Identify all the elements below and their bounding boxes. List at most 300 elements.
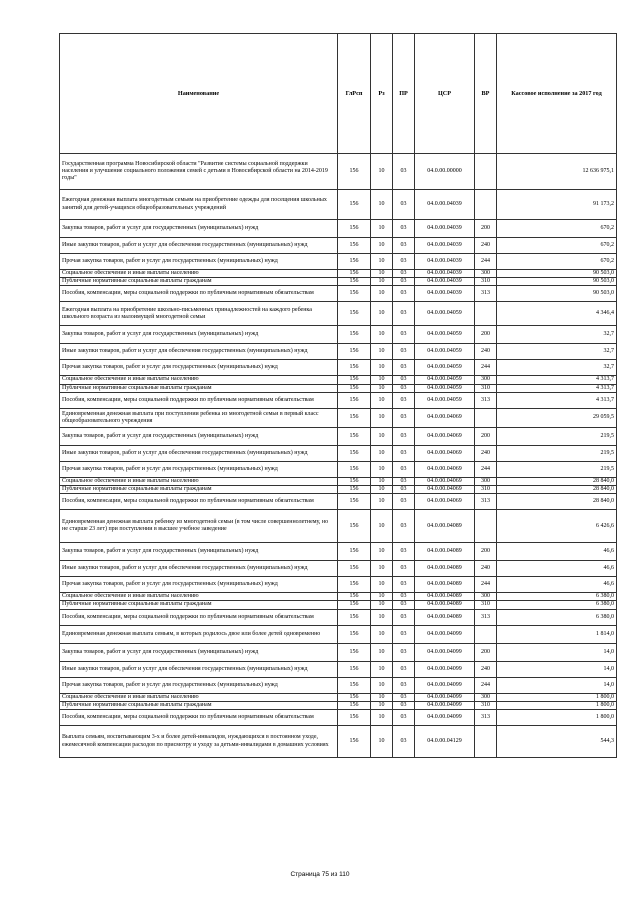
- cell-pr: 03: [393, 408, 415, 427]
- cell-name: Закупка товаров, работ и услуг для государственных (муниципальных) нужд: [60, 220, 338, 238]
- cell-name: Публичные нормативные социальные выплаты гражданам: [60, 601, 338, 609]
- table-row: [60, 710, 617, 726]
- cell-csr: 04.0.00.04089: [415, 593, 475, 601]
- table-row: [60, 661, 617, 677]
- cell-grs: 156: [338, 710, 371, 726]
- cell-csr: 04.0.00.04089: [415, 609, 475, 625]
- cell-sum: 46,6: [497, 543, 617, 561]
- cell-name: Пособия, компенсации, меры социальной поддержки по публичным нормативным обязательствам: [60, 494, 338, 510]
- cell-csr: 04.0.00.04089: [415, 561, 475, 577]
- cell-grs: 156: [338, 254, 371, 270]
- cell-grs: 156: [338, 238, 371, 254]
- cell-rz: 10: [371, 693, 393, 701]
- cell-sum: 1 800,0: [497, 701, 617, 709]
- cell-sum: 29 059,5: [497, 408, 617, 427]
- cell-rz: 10: [371, 376, 393, 384]
- cell-csr: 04.0.00.04039: [415, 270, 475, 278]
- cell-sum: 1 814,0: [497, 625, 617, 643]
- cell-pr: 03: [393, 643, 415, 661]
- cell-csr: 04.0.00.04129: [415, 726, 475, 758]
- cell-csr: 04.0.00.04039: [415, 286, 475, 302]
- cell-pr: 03: [393, 270, 415, 278]
- cell-grs: 156: [338, 726, 371, 758]
- table-row: [60, 494, 617, 510]
- cell-vr: 313: [475, 286, 497, 302]
- table-row: [60, 427, 617, 445]
- cell-csr: 04.0.00.04069: [415, 461, 475, 477]
- header-sum: Кассовое исполнение за 2017 год: [497, 34, 617, 154]
- cell-vr: [475, 625, 497, 643]
- cell-vr: 244: [475, 677, 497, 693]
- cell-vr: [475, 154, 497, 190]
- cell-csr: 04.0.00.04099: [415, 643, 475, 661]
- cell-pr: 03: [393, 384, 415, 392]
- cell-sum: 544,3: [497, 726, 617, 758]
- cell-sum: 1 800,0: [497, 710, 617, 726]
- cell-pr: 03: [393, 561, 415, 577]
- cell-rz: 10: [371, 494, 393, 510]
- cell-csr: 04.0.00.04039: [415, 254, 475, 270]
- cell-vr: 310: [475, 384, 497, 392]
- cell-vr: 300: [475, 477, 497, 485]
- cell-sum: 6 380,0: [497, 609, 617, 625]
- cell-vr: [475, 726, 497, 758]
- cell-name: Единовременная денежная выплата ребенку из многодетной семьи (в том числе совершеннолетнему, но не старше 23 лет) при поступлении в высшее учебное заведение: [60, 510, 338, 543]
- table-row: [60, 477, 617, 485]
- table-row: [60, 270, 617, 278]
- cell-name: Государственная программа Новосибирской области "Развитие системы социальной поддержки населения и улучшение социального положения семей с детьми в Новосибирской области на 2014-2019 годы": [60, 154, 338, 190]
- cell-name: Закупка товаров, работ и услуг для государственных (муниципальных) нужд: [60, 326, 338, 344]
- cell-csr: 04.0.00.04099: [415, 693, 475, 701]
- table-row: [60, 278, 617, 286]
- cell-vr: 244: [475, 461, 497, 477]
- cell-pr: 03: [393, 154, 415, 190]
- cell-rz: 10: [371, 701, 393, 709]
- cell-pr: 03: [393, 477, 415, 485]
- cell-pr: 03: [393, 593, 415, 601]
- cell-csr: 04.0.00.04069: [415, 408, 475, 427]
- cell-csr: 04.0.00.04069: [415, 445, 475, 461]
- cell-vr: 244: [475, 254, 497, 270]
- table-row: [60, 461, 617, 477]
- cell-name: Социальное обеспечение и иные выплаты населению: [60, 270, 338, 278]
- cell-rz: 10: [371, 270, 393, 278]
- cell-vr: 310: [475, 486, 497, 494]
- cell-grs: 156: [338, 190, 371, 220]
- cell-rz: 10: [371, 238, 393, 254]
- cell-name: Иные закупки товаров, работ и услуг для обеспечения государственных (муниципальных) нужд: [60, 445, 338, 461]
- cell-sum: 28 840,0: [497, 494, 617, 510]
- cell-sum: 4 313,7: [497, 384, 617, 392]
- cell-rz: 10: [371, 726, 393, 758]
- cell-rz: 10: [371, 220, 393, 238]
- cell-pr: 03: [393, 326, 415, 344]
- cell-csr: 04.0.00.04059: [415, 392, 475, 408]
- cell-name: Пособия, компенсации, меры социальной поддержки по публичным нормативным обязательствам: [60, 392, 338, 408]
- cell-csr: 04.0.00.04089: [415, 577, 475, 593]
- cell-name: Социальное обеспечение и иные выплаты населению: [60, 477, 338, 485]
- cell-sum: 28 840,0: [497, 486, 617, 494]
- cell-name: Единовременная денежная выплата семьям, в которых родилось двое или более детей одновременно: [60, 625, 338, 643]
- cell-name: Социальное обеспечение и иные выплаты населению: [60, 376, 338, 384]
- table-row: [60, 601, 617, 609]
- cell-pr: 03: [393, 344, 415, 360]
- cell-pr: 03: [393, 625, 415, 643]
- cell-csr: 04.0.00.04089: [415, 601, 475, 609]
- cell-rz: 10: [371, 360, 393, 376]
- table-row: [60, 609, 617, 625]
- cell-csr: 04.0.00.04039: [415, 190, 475, 220]
- cell-rz: 10: [371, 510, 393, 543]
- cell-name: Иные закупки товаров, работ и услуг для обеспечения государственных (муниципальных) нужд: [60, 561, 338, 577]
- cell-sum: 1 800,0: [497, 693, 617, 701]
- table-row: [60, 701, 617, 709]
- cell-sum: 90 503,0: [497, 286, 617, 302]
- cell-grs: 156: [338, 701, 371, 709]
- cell-pr: 03: [393, 238, 415, 254]
- cell-pr: 03: [393, 376, 415, 384]
- cell-grs: 156: [338, 486, 371, 494]
- cell-pr: 03: [393, 486, 415, 494]
- cell-grs: 156: [338, 154, 371, 190]
- cell-csr: 04.0.00.04089: [415, 543, 475, 561]
- table-row: [60, 154, 617, 190]
- cell-vr: 244: [475, 360, 497, 376]
- cell-grs: 156: [338, 384, 371, 392]
- cell-vr: 310: [475, 701, 497, 709]
- cell-csr: 04.0.00.00000: [415, 154, 475, 190]
- table-row: [60, 577, 617, 593]
- cell-vr: 240: [475, 561, 497, 577]
- table-row: [60, 693, 617, 701]
- cell-name: Публичные нормативные социальные выплаты гражданам: [60, 701, 338, 709]
- table-row: [60, 326, 617, 344]
- cell-sum: 670,2: [497, 238, 617, 254]
- cell-grs: 156: [338, 461, 371, 477]
- cell-vr: 200: [475, 326, 497, 344]
- cell-grs: 156: [338, 543, 371, 561]
- cell-rz: 10: [371, 561, 393, 577]
- cell-grs: 156: [338, 494, 371, 510]
- cell-rz: 10: [371, 677, 393, 693]
- table-row: [60, 408, 617, 427]
- cell-rz: 10: [371, 461, 393, 477]
- cell-grs: 156: [338, 561, 371, 577]
- cell-vr: 313: [475, 609, 497, 625]
- table-row: [60, 254, 617, 270]
- cell-rz: 10: [371, 286, 393, 302]
- cell-grs: 156: [338, 408, 371, 427]
- cell-vr: 300: [475, 270, 497, 278]
- cell-rz: 10: [371, 625, 393, 643]
- cell-rz: 10: [371, 643, 393, 661]
- cell-grs: 156: [338, 510, 371, 543]
- cell-name: Пособия, компенсации, меры социальной поддержки по публичным нормативным обязательствам: [60, 609, 338, 625]
- cell-vr: 300: [475, 593, 497, 601]
- cell-name: Иные закупки товаров, работ и услуг для обеспечения государственных (муниципальных) нужд: [60, 238, 338, 254]
- cell-sum: 32,7: [497, 360, 617, 376]
- cell-pr: 03: [393, 461, 415, 477]
- cell-grs: 156: [338, 278, 371, 286]
- cell-rz: 10: [371, 278, 393, 286]
- cell-pr: 03: [393, 286, 415, 302]
- header-csr: ЦСР: [415, 34, 475, 154]
- table-row: [60, 625, 617, 643]
- cell-sum: 6 380,0: [497, 601, 617, 609]
- cell-csr: 04.0.00.04099: [415, 661, 475, 677]
- cell-rz: 10: [371, 661, 393, 677]
- cell-grs: 156: [338, 376, 371, 384]
- cell-sum: 219,5: [497, 461, 617, 477]
- cell-csr: 04.0.00.04059: [415, 360, 475, 376]
- cell-sum: 12 636 975,1: [497, 154, 617, 190]
- table-header-row: [60, 34, 617, 154]
- header-rz: Рз: [371, 34, 393, 154]
- table-row: [60, 543, 617, 561]
- cell-rz: 10: [371, 543, 393, 561]
- cell-name: Ежегодная денежная выплата многодетным семьям на приобретение одежды для посещения школьных занятий для детей-учащихся общеобразовательных учреждений: [60, 190, 338, 220]
- cell-pr: 03: [393, 710, 415, 726]
- cell-name: Прочая закупка товаров, работ и услуг для государственных (муниципальных) нужд: [60, 360, 338, 376]
- cell-name: Закупка товаров, работ и услуг для государственных (муниципальных) нужд: [60, 643, 338, 661]
- cell-vr: 200: [475, 427, 497, 445]
- cell-name: Единовременная денежная выплата при поступлении ребенка из многодетной семьи в первый класс общеобразовательного учреждения: [60, 408, 338, 427]
- cell-csr: 04.0.00.04069: [415, 494, 475, 510]
- cell-grs: 156: [338, 344, 371, 360]
- cell-sum: 670,2: [497, 254, 617, 270]
- cell-grs: 156: [338, 286, 371, 302]
- cell-rz: 10: [371, 601, 393, 609]
- cell-pr: 03: [393, 543, 415, 561]
- table-row: [60, 286, 617, 302]
- cell-grs: 156: [338, 477, 371, 485]
- cell-sum: 91 173,2: [497, 190, 617, 220]
- cell-rz: 10: [371, 254, 393, 270]
- cell-vr: 300: [475, 376, 497, 384]
- cell-pr: 03: [393, 360, 415, 376]
- cell-name: Пособия, компенсации, меры социальной поддержки по публичным нормативным обязательствам: [60, 286, 338, 302]
- cell-vr: 300: [475, 693, 497, 701]
- cell-name: Публичные нормативные социальные выплаты гражданам: [60, 278, 338, 286]
- cell-name: Иные закупки товаров, работ и услуг для обеспечения государственных (муниципальных) нужд: [60, 344, 338, 360]
- cell-grs: 156: [338, 625, 371, 643]
- cell-csr: 04.0.00.04069: [415, 477, 475, 485]
- cell-name: Социальное обеспечение и иные выплаты населению: [60, 693, 338, 701]
- table-row: [60, 220, 617, 238]
- cell-grs: 156: [338, 601, 371, 609]
- cell-name: Прочая закупка товаров, работ и услуг для государственных (муниципальных) нужд: [60, 461, 338, 477]
- cell-rz: 10: [371, 408, 393, 427]
- cell-grs: 156: [338, 326, 371, 344]
- cell-sum: 219,5: [497, 427, 617, 445]
- cell-rz: 10: [371, 577, 393, 593]
- cell-name: Прочая закупка товаров, работ и услуг для государственных (муниципальных) нужд: [60, 677, 338, 693]
- table-row: [60, 376, 617, 384]
- cell-rz: 10: [371, 392, 393, 408]
- cell-pr: 03: [393, 577, 415, 593]
- cell-vr: 310: [475, 601, 497, 609]
- table-row: [60, 510, 617, 543]
- cell-rz: 10: [371, 326, 393, 344]
- cell-csr: 04.0.00.04039: [415, 238, 475, 254]
- cell-name: Пособия, компенсации, меры социальной поддержки по публичным нормативным обязательствам: [60, 710, 338, 726]
- header-name: Наименование: [60, 34, 338, 154]
- cell-csr: 04.0.00.04059: [415, 384, 475, 392]
- table-row: [60, 445, 617, 461]
- table-body: [60, 154, 617, 758]
- header-vr: ВР: [475, 34, 497, 154]
- cell-pr: 03: [393, 494, 415, 510]
- cell-rz: 10: [371, 445, 393, 461]
- header-pr: ПР: [393, 34, 415, 154]
- cell-pr: 03: [393, 427, 415, 445]
- cell-grs: 156: [338, 270, 371, 278]
- cell-csr: 04.0.00.04099: [415, 710, 475, 726]
- cell-csr: 04.0.00.04099: [415, 625, 475, 643]
- cell-sum: 46,6: [497, 561, 617, 577]
- cell-vr: 310: [475, 278, 497, 286]
- cell-rz: 10: [371, 593, 393, 601]
- table-row: [60, 643, 617, 661]
- cell-sum: 219,5: [497, 445, 617, 461]
- cell-vr: 244: [475, 577, 497, 593]
- cell-name: Закупка товаров, работ и услуг для государственных (муниципальных) нужд: [60, 543, 338, 561]
- cell-vr: 313: [475, 494, 497, 510]
- cell-grs: 156: [338, 220, 371, 238]
- cell-grs: 156: [338, 392, 371, 408]
- cell-name: Публичные нормативные социальные выплаты гражданам: [60, 384, 338, 392]
- cell-sum: 4 313,7: [497, 392, 617, 408]
- cell-csr: 04.0.00.04059: [415, 326, 475, 344]
- cell-pr: 03: [393, 190, 415, 220]
- cell-grs: 156: [338, 302, 371, 326]
- cell-vr: [475, 190, 497, 220]
- cell-rz: 10: [371, 190, 393, 220]
- cell-pr: 03: [393, 510, 415, 543]
- budget-table: [59, 33, 617, 758]
- cell-grs: 156: [338, 360, 371, 376]
- cell-rz: 10: [371, 486, 393, 494]
- cell-rz: 10: [371, 302, 393, 326]
- cell-grs: 156: [338, 593, 371, 601]
- cell-pr: 03: [393, 609, 415, 625]
- cell-pr: 03: [393, 601, 415, 609]
- table-row: [60, 238, 617, 254]
- cell-grs: 156: [338, 677, 371, 693]
- cell-vr: 313: [475, 710, 497, 726]
- cell-sum: 670,2: [497, 220, 617, 238]
- cell-vr: [475, 408, 497, 427]
- cell-sum: 32,7: [497, 344, 617, 360]
- table-row: [60, 726, 617, 758]
- cell-sum: 32,7: [497, 326, 617, 344]
- cell-csr: 04.0.00.04099: [415, 677, 475, 693]
- cell-sum: 4 346,4: [497, 302, 617, 326]
- cell-rz: 10: [371, 477, 393, 485]
- cell-vr: 240: [475, 238, 497, 254]
- cell-vr: 200: [475, 643, 497, 661]
- cell-grs: 156: [338, 577, 371, 593]
- table-row: [60, 677, 617, 693]
- cell-rz: 10: [371, 384, 393, 392]
- cell-grs: 156: [338, 445, 371, 461]
- cell-sum: 90 503,0: [497, 278, 617, 286]
- table-row: [60, 561, 617, 577]
- cell-pr: 03: [393, 278, 415, 286]
- table-row: [60, 392, 617, 408]
- cell-sum: 6 426,6: [497, 510, 617, 543]
- cell-pr: 03: [393, 661, 415, 677]
- header-grs: ГлРсп: [338, 34, 371, 154]
- cell-grs: 156: [338, 661, 371, 677]
- cell-pr: 03: [393, 302, 415, 326]
- table-row: [60, 593, 617, 601]
- table-row: [60, 302, 617, 326]
- cell-name: Публичные нормативные социальные выплаты гражданам: [60, 486, 338, 494]
- cell-rz: 10: [371, 344, 393, 360]
- table-row: [60, 190, 617, 220]
- cell-sum: 14,0: [497, 643, 617, 661]
- cell-rz: 10: [371, 609, 393, 625]
- cell-csr: 04.0.00.04069: [415, 427, 475, 445]
- cell-pr: 03: [393, 677, 415, 693]
- cell-name: Иные закупки товаров, работ и услуг для обеспечения государственных (муниципальных) нужд: [60, 661, 338, 677]
- cell-csr: 04.0.00.04039: [415, 220, 475, 238]
- cell-sum: 90 503,0: [497, 270, 617, 278]
- cell-name: Прочая закупка товаров, работ и услуг для государственных (муниципальных) нужд: [60, 254, 338, 270]
- cell-sum: 4 313,7: [497, 376, 617, 384]
- cell-vr: [475, 302, 497, 326]
- cell-csr: 04.0.00.04069: [415, 486, 475, 494]
- cell-name: Ежегодная выплата на приобретение школьно-письменных принадлежностей на каждого ребенка школьного возраста из малоимущей многодетной семьи: [60, 302, 338, 326]
- cell-pr: 03: [393, 445, 415, 461]
- cell-csr: 04.0.00.04059: [415, 376, 475, 384]
- cell-csr: 04.0.00.04059: [415, 302, 475, 326]
- cell-pr: 03: [393, 726, 415, 758]
- cell-pr: 03: [393, 693, 415, 701]
- cell-vr: 200: [475, 220, 497, 238]
- cell-csr: 04.0.00.04089: [415, 510, 475, 543]
- cell-sum: 28 840,0: [497, 477, 617, 485]
- cell-grs: 156: [338, 643, 371, 661]
- cell-csr: 04.0.00.04039: [415, 278, 475, 286]
- cell-name: Закупка товаров, работ и услуг для государственных (муниципальных) нужд: [60, 427, 338, 445]
- cell-vr: 240: [475, 445, 497, 461]
- table-row: [60, 344, 617, 360]
- cell-csr: 04.0.00.04059: [415, 344, 475, 360]
- cell-pr: 03: [393, 254, 415, 270]
- cell-sum: 46,6: [497, 577, 617, 593]
- cell-name: Прочая закупка товаров, работ и услуг для государственных (муниципальных) нужд: [60, 577, 338, 593]
- table-row: [60, 360, 617, 376]
- cell-vr: 240: [475, 344, 497, 360]
- cell-csr: 04.0.00.04099: [415, 701, 475, 709]
- cell-grs: 156: [338, 427, 371, 445]
- cell-sum: 6 380,0: [497, 593, 617, 601]
- cell-pr: 03: [393, 392, 415, 408]
- cell-vr: 200: [475, 543, 497, 561]
- cell-grs: 156: [338, 609, 371, 625]
- cell-rz: 10: [371, 427, 393, 445]
- cell-rz: 10: [371, 154, 393, 190]
- cell-vr: 313: [475, 392, 497, 408]
- cell-rz: 10: [371, 710, 393, 726]
- cell-sum: 14,0: [497, 677, 617, 693]
- cell-sum: 14,0: [497, 661, 617, 677]
- cell-grs: 156: [338, 693, 371, 701]
- table-row: [60, 486, 617, 494]
- cell-pr: 03: [393, 701, 415, 709]
